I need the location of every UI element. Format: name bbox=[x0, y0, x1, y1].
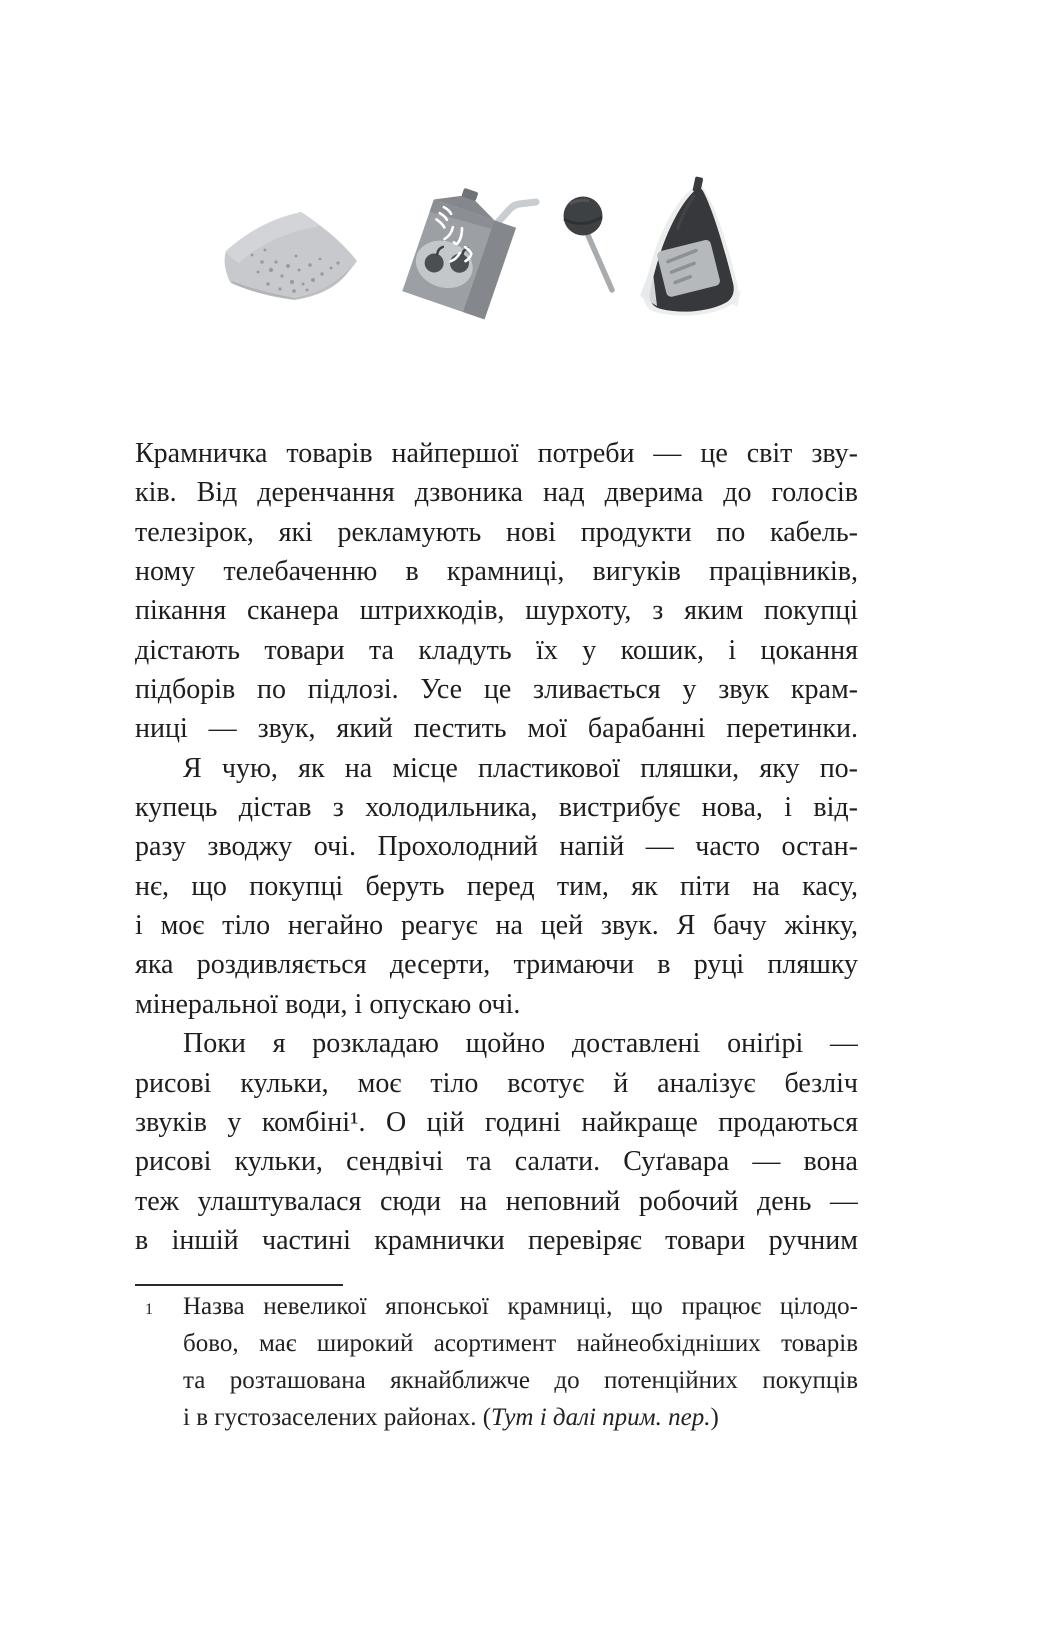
text-line: ниці — звук, який пестить мої барабанні перетинки. bbox=[135, 713, 858, 745]
text-line: мінеральної води, і опускаю очі. bbox=[135, 988, 521, 1020]
text-line: пікання сканера штрихкодів, шурхоту, з яким покупці bbox=[135, 595, 858, 627]
text-line: теж улаштувалася сюди на неповний робочий день — bbox=[135, 1185, 858, 1217]
text-line: Я чую, як на місце пластикової пляшки, яку по- bbox=[183, 752, 858, 784]
text-line: підборів по підлозі. Усе це зливається у звук крам- bbox=[135, 674, 858, 706]
footnote-line: бово, має широкий асортимент найнеобхідніших товарів bbox=[183, 1330, 858, 1357]
text-line: в іншій частині крамнички перевіряє товари ручним bbox=[135, 1224, 858, 1256]
footnote-text: ) bbox=[710, 1404, 719, 1431]
text-line: яка роздивляється десерти, тримаючи в руці пляшку bbox=[135, 949, 858, 981]
text-line: рисові кульки, моє тіло всотує й аналізує безліч bbox=[135, 1067, 858, 1099]
body-text bbox=[135, 434, 858, 1260]
text-line: Поки я розкладаю щойно доставлені оніґірі — bbox=[183, 1028, 858, 1060]
snack-packet-illustration bbox=[225, 212, 357, 300]
text-line: нє, що покупці беруть перед тим, як піти на касу, bbox=[135, 870, 858, 902]
text-line: ків. Від деренчання дзвоника над дверима до голосів bbox=[135, 477, 858, 509]
text-line: ному телебаченню в крамниці, вигуків працівників, bbox=[135, 556, 858, 588]
onigiri-illustration bbox=[640, 176, 741, 315]
text-line: Крамничка товарів найпершої потреби — це світ зву- bbox=[135, 438, 858, 469]
text-line: звуків у комбіні¹. О цій годині найкраще продаються bbox=[135, 1106, 858, 1138]
text-line: і моє тіло негайно реагує на цей звук. Я бачу жінку, bbox=[135, 910, 858, 942]
lollipop-illustration bbox=[564, 197, 613, 291]
footnote-line bbox=[183, 1399, 858, 1436]
text-line: разу зводжу очі. Прохолодний напій — часто остан- bbox=[135, 831, 858, 863]
footnote bbox=[135, 1288, 858, 1436]
snacks-illustration bbox=[0, 0, 1040, 360]
text-line: телезірок, які рекламують нові продукти по кабель- bbox=[135, 516, 858, 548]
text-line: купець дістав з холодильника, вистрибує нова, і від- bbox=[135, 792, 858, 824]
footnote-separator bbox=[135, 1284, 343, 1286]
milk-carton-illustration bbox=[402, 180, 536, 320]
text-line: дістають товари та кладуть їх у кошик, і цокання bbox=[135, 634, 858, 666]
footnote-line: Назва невеликої японської крамниці, що працює цілодо- bbox=[183, 1293, 858, 1320]
footnote-marker: 1 bbox=[145, 1301, 153, 1318]
text-line: рисові кульки, сендвічі та салати. Суґавара — вона bbox=[135, 1146, 858, 1178]
footnote-line: та розташована якнайближче до потенційних покупців bbox=[183, 1367, 858, 1394]
footnote-text: і в густозаселених районах. ( bbox=[183, 1404, 492, 1431]
translator-note: Тут і далі прим. пер. bbox=[491, 1404, 711, 1431]
